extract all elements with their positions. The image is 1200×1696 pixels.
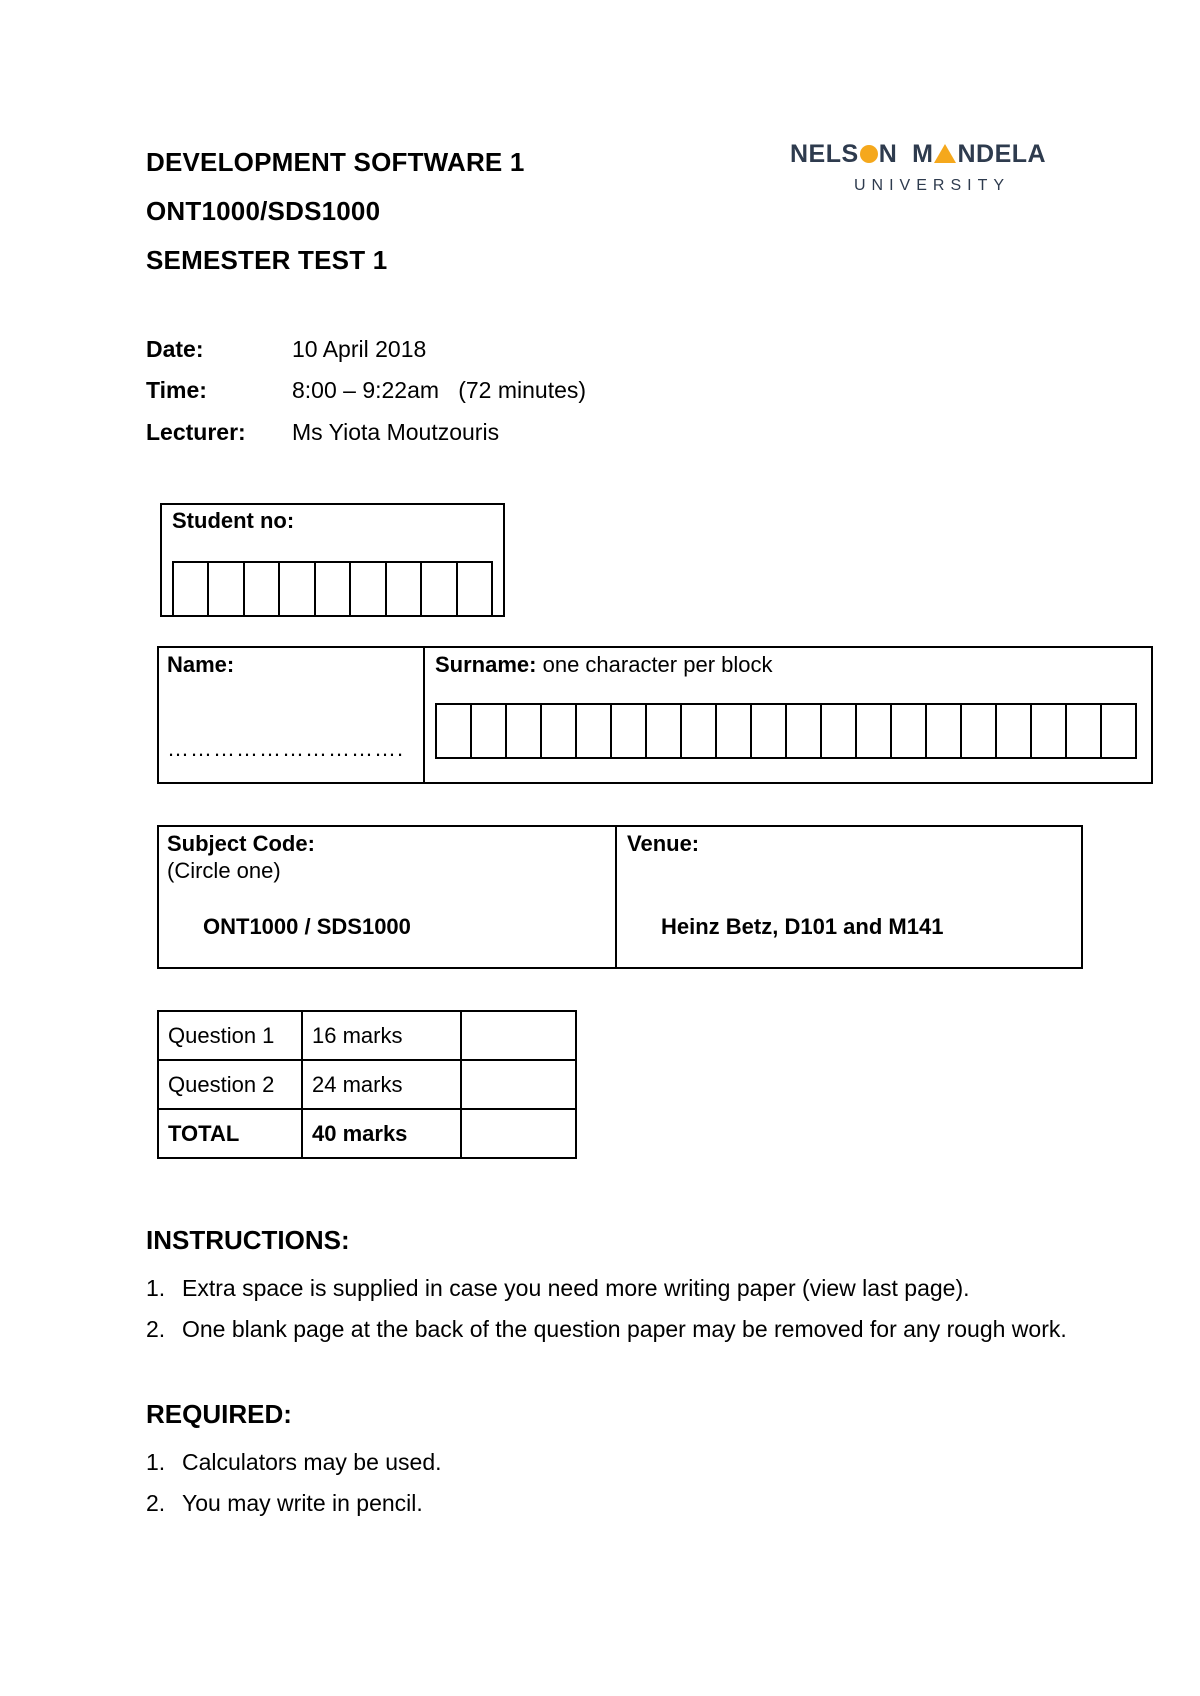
venue-label: Venue: — [627, 831, 700, 856]
name-write-line[interactable]: …………………………. — [167, 736, 405, 761]
student-number-cell[interactable] — [280, 563, 315, 615]
student-number-box — [160, 503, 505, 617]
surname-cell[interactable] — [542, 705, 577, 757]
marks-cell: 24 marks — [302, 1060, 461, 1109]
table-row — [158, 1011, 576, 1060]
surname-cell[interactable] — [822, 705, 857, 757]
time-label: Time: — [146, 377, 207, 403]
venue-value: Heinz Betz, D101 and M141 — [661, 914, 944, 939]
required-heading: REQUIRED: — [146, 1399, 292, 1429]
student-number-label: Student no: — [172, 508, 295, 533]
time-value: 8:00 – 9:22am (72 minutes) — [292, 377, 587, 403]
table-row-total — [158, 1109, 576, 1158]
surname-cell[interactable] — [437, 705, 472, 757]
surname-cell[interactable] — [682, 705, 717, 757]
surname-cell[interactable] — [647, 705, 682, 757]
surname-cell[interactable] — [507, 705, 542, 757]
logo-dot-icon — [860, 145, 878, 163]
surname-cell[interactable] — [962, 705, 997, 757]
surname-cell[interactable] — [997, 705, 1032, 757]
test-title: SEMESTER TEST 1 — [146, 245, 388, 275]
student-number-cell[interactable] — [387, 563, 422, 615]
list-item — [146, 1483, 1086, 1524]
surname-cell[interactable] — [717, 705, 752, 757]
surname-label: Surname: one character per block — [435, 652, 773, 677]
logo-subtitle: UNIVERSITY — [854, 177, 1011, 194]
total-label-cell: TOTAL — [158, 1109, 302, 1158]
list-number: 2. — [146, 1490, 166, 1516]
circle-one-note: (Circle one) — [167, 858, 281, 883]
subject-divider — [615, 827, 617, 967]
list-text: One blank page at the back of the question paper may be removed for any rough work. — [182, 1316, 1067, 1342]
surname-cell[interactable] — [857, 705, 892, 757]
surname-cell[interactable] — [577, 705, 612, 757]
surname-hint: one character per block — [536, 652, 773, 677]
student-number-cell[interactable] — [458, 563, 493, 615]
surname-cell[interactable] — [472, 705, 507, 757]
score-cell[interactable] — [461, 1060, 576, 1109]
surname-cell[interactable] — [787, 705, 822, 757]
score-cell[interactable] — [461, 1011, 576, 1060]
marks-cell: 16 marks — [302, 1011, 461, 1060]
student-number-cell[interactable] — [209, 563, 244, 615]
subject-code-value[interactable]: ONT1000 / SDS1000 — [203, 914, 411, 939]
student-number-cell[interactable] — [245, 563, 280, 615]
list-number: 2. — [146, 1316, 166, 1342]
list-item — [146, 1268, 1086, 1309]
question-cell: Question 2 — [158, 1060, 302, 1109]
lecturer-label: Lecturer: — [146, 419, 246, 445]
surname-cell[interactable] — [752, 705, 787, 757]
university-logo — [790, 140, 1050, 210]
student-number-cell[interactable] — [422, 563, 457, 615]
list-item — [146, 1309, 1086, 1350]
list-text: Calculators may be used. — [182, 1449, 442, 1475]
name-divider — [423, 648, 425, 782]
student-number-cell[interactable] — [351, 563, 386, 615]
lecturer-value: Ms Yiota Moutzouris — [292, 419, 500, 445]
instructions-heading: INSTRUCTIONS: — [146, 1225, 350, 1255]
student-number-cell[interactable] — [316, 563, 351, 615]
surname-cell[interactable] — [612, 705, 647, 757]
list-text: Extra space is supplied in case you need more writing paper (view last page). — [182, 1275, 970, 1301]
logo-wordmark: NELS N M NDELA — [790, 140, 1047, 168]
question-cell: Question 1 — [158, 1011, 302, 1060]
name-label: Name: — [167, 652, 235, 677]
course-codes: ONT1000/SDS1000 — [146, 196, 381, 226]
surname-cell[interactable] — [1102, 705, 1137, 757]
date-label: Date: — [146, 336, 204, 362]
marks-table — [157, 1010, 577, 1159]
subject-venue-box — [157, 825, 1083, 969]
name-surname-box — [157, 646, 1153, 784]
table-row — [158, 1060, 576, 1109]
student-number-cell[interactable] — [174, 563, 209, 615]
date-value: 10 April 2018 — [292, 336, 427, 362]
surname-cell[interactable] — [1067, 705, 1102, 757]
list-number: 1. — [146, 1275, 166, 1301]
total-marks-cell: 40 marks — [302, 1109, 461, 1158]
total-score-cell[interactable] — [461, 1109, 576, 1158]
surname-cell[interactable] — [927, 705, 962, 757]
list-number: 1. — [146, 1449, 166, 1475]
surname-cell[interactable] — [1032, 705, 1067, 757]
logo-triangle-icon — [934, 144, 956, 163]
list-item — [146, 1442, 1086, 1483]
surname-cells — [435, 703, 1137, 759]
subject-code-label: Subject Code: — [167, 831, 315, 856]
student-number-cells — [172, 561, 493, 617]
course-title: DEVELOPMENT SOFTWARE 1 — [146, 147, 525, 177]
surname-cell[interactable] — [892, 705, 927, 757]
list-text: You may write in pencil. — [182, 1490, 423, 1516]
